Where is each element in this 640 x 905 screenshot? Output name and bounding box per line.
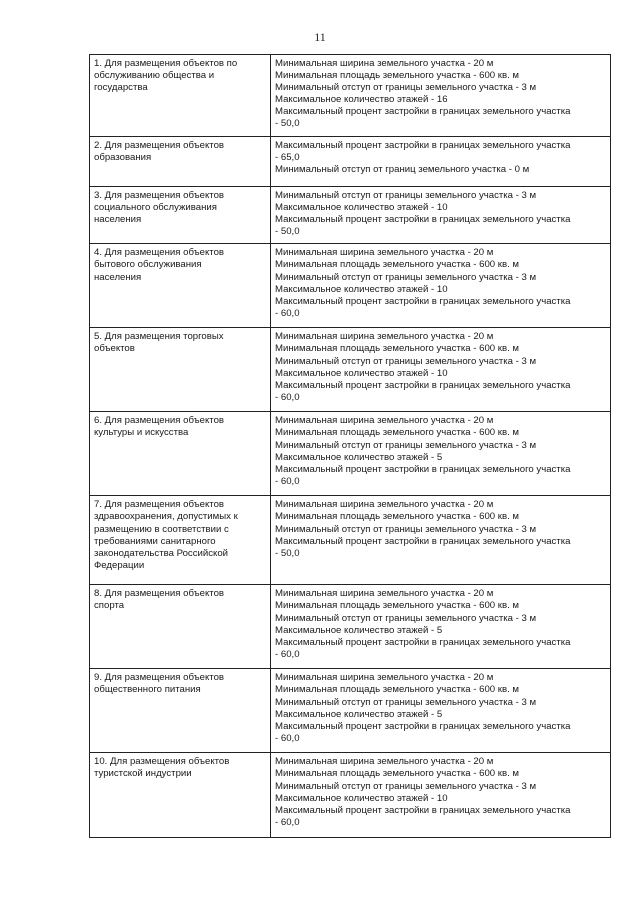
use-type-line: 1. Для размещения объектов по	[94, 58, 238, 69]
parameter-line: - 60,0	[275, 732, 300, 744]
parameters-cell	[271, 412, 611, 496]
parameter-line: Минимальная ширина земельного участка - 20 м	[275, 672, 494, 684]
parameter-line: Максимальное количество этажей - 10	[275, 792, 448, 804]
table-row	[90, 244, 611, 328]
use-type-line: социального обслуживания	[94, 202, 217, 214]
use-type-cell	[90, 669, 271, 753]
use-type-cell	[90, 55, 271, 137]
parameter-line: Максимальный процент застройки в границах земельного участка	[275, 140, 571, 151]
parameter-line: Максимальный процент застройки в границах земельного участка	[275, 535, 571, 547]
parameters-cell	[271, 669, 611, 753]
parameter-line: Минимальная площадь земельного участка - 600 кв. м	[275, 684, 519, 696]
use-type-line: 10. Для размещения объектов	[94, 756, 230, 768]
parameter-line: - 60,0	[275, 307, 300, 319]
parameter-line: Минимальная площадь земельного участка - 600 кв. м	[275, 511, 519, 523]
use-type-line: населения	[94, 271, 142, 283]
parameter-line: Максимальное количество этажей - 10	[275, 367, 448, 379]
parameters-cell	[271, 137, 611, 187]
use-type-line: государства	[94, 82, 148, 94]
use-type-line: спорта	[94, 600, 125, 612]
parameter-line: - 50,0	[275, 118, 300, 130]
parameter-line: Максимальное количество этажей - 10	[275, 202, 448, 214]
use-type-cell	[90, 412, 271, 496]
table-row	[90, 585, 611, 669]
parameter-line: Минимальная площадь земельного участка - 600 кв. м	[275, 70, 519, 82]
parameter-line: Минимальный отступ от границы земельного участка - 3 м	[275, 355, 537, 367]
parameter-line: Максимальный процент застройки в границах земельного участка	[275, 636, 571, 648]
parameter-line: - 60,0	[275, 475, 300, 487]
parameter-line: Максимальное количество этажей - 5	[275, 451, 443, 463]
use-type-line: размещению в соответствии с	[94, 523, 229, 535]
use-type-line: населения	[94, 214, 142, 226]
use-type-line: 2. Для размещения объектов	[94, 140, 225, 151]
use-type-cell	[90, 244, 271, 328]
regulations-table	[89, 54, 611, 838]
parameter-line: - 50,0	[275, 547, 300, 559]
parameter-line: - 65,0	[275, 152, 300, 164]
use-type-line: Федерации	[94, 559, 145, 571]
parameter-line: Минимальный отступ от границы земельного участка - 3 м	[275, 612, 537, 624]
use-type-cell	[90, 496, 271, 585]
parameter-line: - 60,0	[275, 648, 300, 660]
use-type-line: образования	[94, 152, 152, 164]
parameter-line: Минимальная ширина земельного участка - 20 м	[275, 247, 494, 259]
parameter-line: Максимальное количество этажей - 16	[275, 94, 448, 106]
use-type-line: требованиями санитарного	[94, 535, 216, 547]
parameter-line: Максимальное количество этажей - 10	[275, 283, 448, 295]
regulations-table-body	[90, 55, 611, 838]
use-type-line: культуры и искусства	[94, 427, 189, 439]
table-row	[90, 55, 611, 137]
parameter-line: Минимальный отступ от границы земельного участка - 3 м	[275, 190, 537, 201]
use-type-cell	[90, 187, 271, 244]
use-type-line: туристской индустрии	[94, 768, 192, 780]
use-type-line: 5. Для размещения торговых	[94, 331, 224, 343]
table-row	[90, 137, 611, 187]
parameters-cell	[271, 496, 611, 585]
table-row	[90, 669, 611, 753]
table-row	[90, 328, 611, 412]
parameters-cell	[271, 328, 611, 412]
parameter-line: Максимальное количество этажей - 5	[275, 624, 443, 636]
use-type-cell	[90, 585, 271, 669]
use-type-cell	[90, 137, 271, 187]
parameter-line: Максимальный процент застройки в границах земельного участка	[275, 106, 571, 118]
use-type-line: 6. Для размещения объектов	[94, 415, 225, 427]
parameter-line: Минимальный отступ от границы земельного участка - 3 м	[275, 82, 537, 94]
parameter-line: - 60,0	[275, 391, 300, 403]
parameter-line: Минимальный отступ от границы земельного участка - 3 м	[275, 696, 537, 708]
use-type-line: общественного питания	[94, 684, 201, 696]
parameter-line: Минимальная площадь земельного участка - 600 кв. м	[275, 600, 519, 612]
parameter-line: Максимальное количество этажей - 5	[275, 708, 443, 720]
parameter-line: Минимальная площадь земельного участка - 600 кв. м	[275, 768, 519, 780]
parameter-line: Максимальный процент застройки в границах земельного участка	[275, 720, 571, 732]
parameter-line: Минимальный отступ от границы земельного участка - 3 м	[275, 271, 537, 283]
parameter-line: - 60,0	[275, 816, 300, 828]
parameter-line: Минимальная площадь земельного участка - 600 кв. м	[275, 343, 519, 355]
parameters-cell	[271, 187, 611, 244]
parameter-line: Минимальная ширина земельного участка - 20 м	[275, 331, 494, 343]
page-number: 11	[314, 30, 326, 44]
use-type-cell	[90, 328, 271, 412]
use-type-line: здравоохранения, допустимых к	[94, 511, 238, 523]
table-row	[90, 753, 611, 838]
parameter-line: Минимальный отступ от границ земельного участка - 0 м	[275, 164, 530, 176]
table-row	[90, 412, 611, 496]
use-type-line: объектов	[94, 343, 135, 355]
use-type-line: законодательства Российской	[94, 547, 229, 559]
parameter-line: Максимальный процент застройки в границах земельного участка	[275, 804, 571, 816]
use-type-cell	[90, 753, 271, 838]
parameter-line: Минимальная площадь земельного участка - 600 кв. м	[275, 427, 519, 439]
parameter-line: Минимальная ширина земельного участка - 20 м	[275, 499, 494, 511]
use-type-line: 9. Для размещения объектов	[94, 672, 225, 684]
parameter-line: - 50,0	[275, 226, 300, 238]
parameters-cell	[271, 753, 611, 838]
use-type-line: бытового обслуживания	[94, 259, 202, 271]
parameter-line: Минимальная ширина земельного участка - 20 м	[275, 415, 494, 427]
parameters-cell	[271, 585, 611, 669]
parameter-line: Минимальная ширина земельного участка - 20 м	[275, 756, 494, 768]
use-type-line: 7. Для размещения объектов	[94, 499, 225, 511]
parameter-line: Минимальная ширина земельного участка - 20 м	[275, 588, 494, 600]
use-type-line: обслуживанию общества и	[94, 70, 215, 82]
parameter-line: Минимальная площадь земельного участка - 600 кв. м	[275, 259, 519, 271]
parameter-line: Минимальный отступ от границы земельного участка - 3 м	[275, 523, 537, 535]
parameter-line: Минимальный отступ от границы земельного участка - 3 м	[275, 780, 537, 792]
use-type-line: 3. Для размещения объектов	[94, 190, 225, 201]
parameters-cell	[271, 244, 611, 328]
parameter-line: Максимальный процент застройки в границах земельного участка	[275, 295, 571, 307]
parameter-line: Максимальный процент застройки в границах земельного участка	[275, 379, 571, 391]
parameters-cell	[271, 55, 611, 137]
parameter-line: Максимальный процент застройки в границах земельного участка	[275, 214, 571, 226]
use-type-line: 8. Для размещения объектов	[94, 588, 225, 600]
table-row	[90, 187, 611, 244]
table-row	[90, 496, 611, 585]
parameter-line: Максимальный процент застройки в границах земельного участка	[275, 463, 571, 475]
parameter-line: Минимальная ширина земельного участка - 20 м	[275, 58, 494, 69]
parameter-line: Минимальный отступ от границы земельного участка - 3 м	[275, 439, 537, 451]
use-type-line: 4. Для размещения объектов	[94, 247, 225, 259]
